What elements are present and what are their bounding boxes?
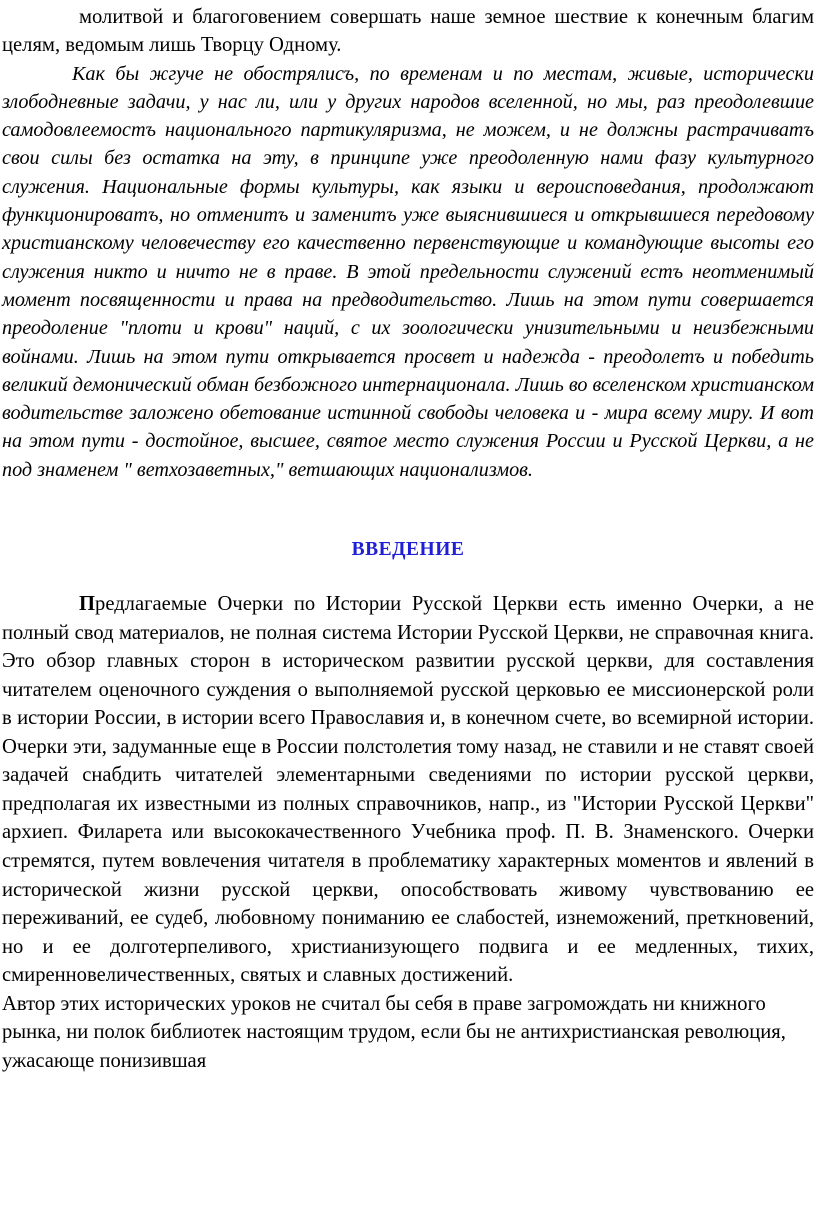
- intro-paragraph-text: редлагаемые Очерки по Истории Русской Церкви есть именно Очерки, а не полный свод материалов, не полная система Истории Русской Церкви, не справочная книга. Это обзор главных сторон в историческом развитии русской церкви, для составления читателем оценочного суждения о выполняемой русской церковью ее миссионерской роли в истории России, в истории всего Православия и, в конечном счете, во всемирной истории. Очерки эти, задуманные еще в России полстолетия тому назад, не ставили и не ставят своей задачей снабдить читателей элементарными сведениями по истории русской церкви, предполагая их известными из полных справочников, напр., из "Истории Русской Церкви" архиеп. Филарета или высококачественного Учебника проф. П. В. Знаменского. Очерки стремятся, путем вовлечения читателя в проблематику характерных моментов и явлений в исторической жизни русской церкви, опособствовать живому чувствованию ее переживаний, ее судеб, любовному пониманию ее слабостей, изнеможений, преткновений, но и ее долготерпеливого, христианизующего подвига и ее медленных, тихих, смиренновеличественных, святых и славных достижений.: [2, 593, 814, 987]
- intro-paragraph: [2, 590, 814, 990]
- closing-fragment: Автор этих исторических уроков не считал бы себя в праве загромождать ни книжного рынка, ни полок библиотек настоящим трудом, если бы не антихристианская революция, ужасающе понизившая: [2, 992, 786, 1072]
- opening-paragraph: [2, 0, 814, 60]
- italic-paragraph: Как бы жгуче не обострялисъ, по временам и по местам, живые, исторически злободневные задачи, у нас ли, или у других народов вселенной, но мы, раз преодолевшие самодовлеемостъ национального партикуляризма, не можем, и не должны растрачиватъ свои силы без остатка на эту, в принципе уже преодоленную нами фазу культурного служения. Национальные формы культуры, как языки и вероисповедания, продолжают функционироватъ, но отменитъ и заменитъ уже выяснившиеся и открывшиеся передовому христианскому человечеству его качественно первенствующие и командующие высоты его служения никто и ничто не в праве. В этой предельности служений естъ неотменимый момент посвященности и права на предводительство. Лишь на этом пути совершается преодоление "плоти и крови" наций, с их зоологически унизительными и неизбежными войнами. Лишь на этом пути открывается просвет и надежда - преодолетъ и победить великий демонический обман безбожного интернационала. Лишь во вселенском христианском водительстве заложено обетование истинной свободы человека и - мира всему миру. И вот на этом пути - достойное, высшее, святое место служения России и Русской Церкви, а не под знаменем " ветхозаветных," ветшающих национализмов.: [2, 62, 815, 481]
- opening-paragraph-text: молитвой и благоговением совершать наше земное шествие к конечным благим целям, ведомым лишь Творцу Одному.: [2, 6, 814, 57]
- intro-initial-letter: П: [79, 593, 96, 616]
- section-heading: ВВЕДЕНИЕ: [351, 539, 465, 561]
